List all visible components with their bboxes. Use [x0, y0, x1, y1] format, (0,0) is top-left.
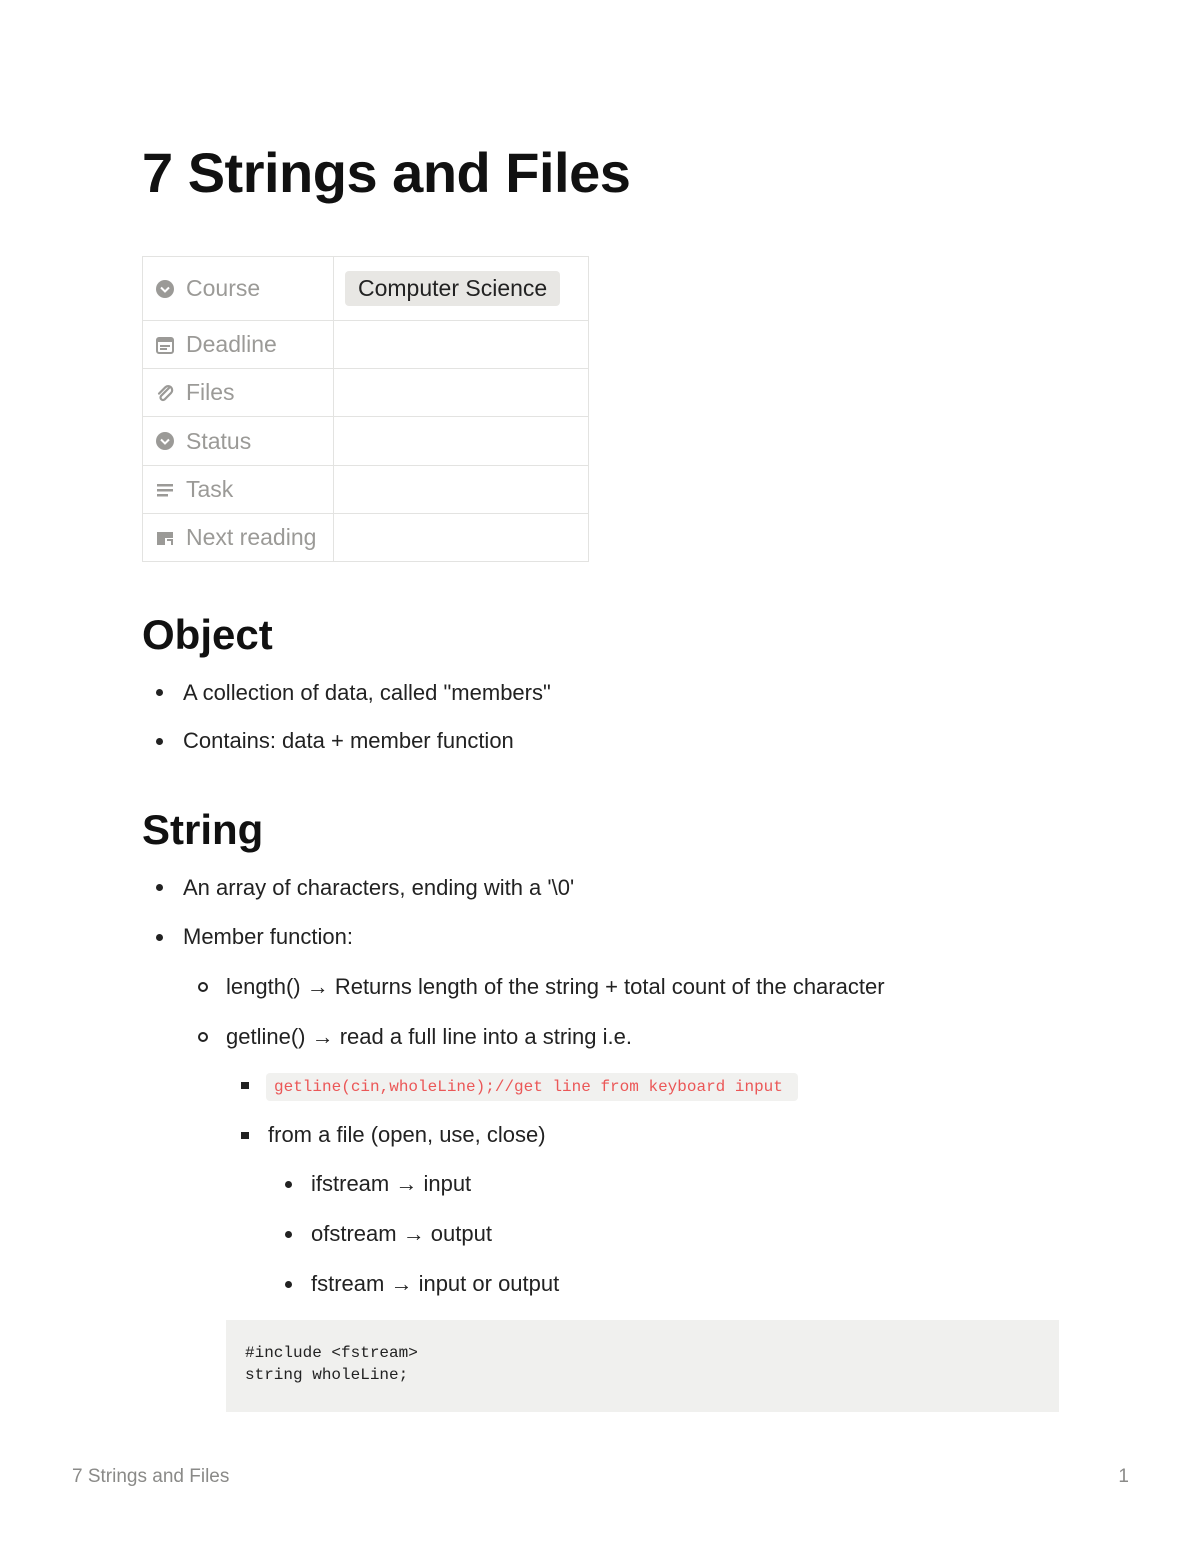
bullet: [156, 884, 163, 891]
text-lines-icon: [155, 480, 175, 500]
property-key: Deadline: [186, 331, 277, 357]
property-key: Task: [186, 476, 234, 502]
property-row-next-reading: [143, 514, 589, 562]
select-icon: [155, 279, 175, 299]
calendar-icon: [155, 335, 175, 355]
property-key: Course: [186, 275, 261, 301]
bullet: [156, 689, 163, 696]
list-item: ifstream → input: [311, 1171, 472, 1196]
deadline-value[interactable]: [334, 321, 589, 369]
property-key: Next reading: [186, 524, 317, 550]
list-item: ofstream → output: [311, 1221, 492, 1246]
code-block: [226, 1320, 1059, 1412]
property-row-deadline: [143, 321, 589, 369]
heading-string: String: [142, 806, 264, 853]
select-icon: [155, 431, 175, 451]
inline-code: getline(cin,wholeLine);//get line from keyboard input: [266, 1073, 798, 1101]
square-bullet: [241, 1132, 249, 1139]
list-item: fstream → input or output: [311, 1271, 560, 1296]
list-item: from a file (open, use, close): [268, 1122, 546, 1147]
relation-icon: [155, 528, 175, 548]
list-item: A collection of data, called "members": [183, 680, 551, 705]
page-title: 7 Strings and Files: [142, 141, 631, 204]
status-value[interactable]: [334, 417, 589, 466]
bullet: [285, 1231, 292, 1238]
code-line: #include <fstream>: [245, 1344, 418, 1362]
list-item: An array of characters, ending with a '\0': [183, 875, 575, 900]
bullet: [285, 1181, 292, 1188]
property-row-task: [143, 466, 589, 514]
footer-title: 7 Strings and Files: [72, 1466, 230, 1487]
page-number: 1: [1118, 1466, 1129, 1487]
list-item: Member function:: [183, 924, 353, 949]
files-value[interactable]: [334, 369, 589, 417]
task-value[interactable]: [334, 466, 589, 514]
next-reading-value[interactable]: [334, 514, 589, 562]
property-key: Files: [186, 379, 235, 405]
sub-bullet: [198, 982, 208, 992]
square-bullet: [241, 1082, 249, 1089]
list-item: getline() → read a full line into a string i.e.: [226, 1024, 632, 1049]
property-row-status: [143, 417, 589, 466]
property-row-course: [143, 257, 589, 321]
sub-bullet: [198, 1032, 208, 1042]
bullet: [285, 1281, 292, 1288]
bullet: [156, 738, 163, 745]
course-tag[interactable]: Computer Science: [345, 271, 560, 306]
property-key: Status: [186, 427, 252, 454]
paperclip-icon: [155, 383, 175, 403]
bullet: [156, 934, 163, 941]
list-item: Contains: data + member function: [183, 728, 514, 753]
heading-object: Object: [142, 611, 273, 658]
code-line: string wholeLine;: [245, 1366, 409, 1384]
list-item: length() → Returns length of the string + total count of the character: [226, 974, 885, 999]
property-row-files: [143, 369, 589, 417]
properties-table: [142, 256, 589, 562]
